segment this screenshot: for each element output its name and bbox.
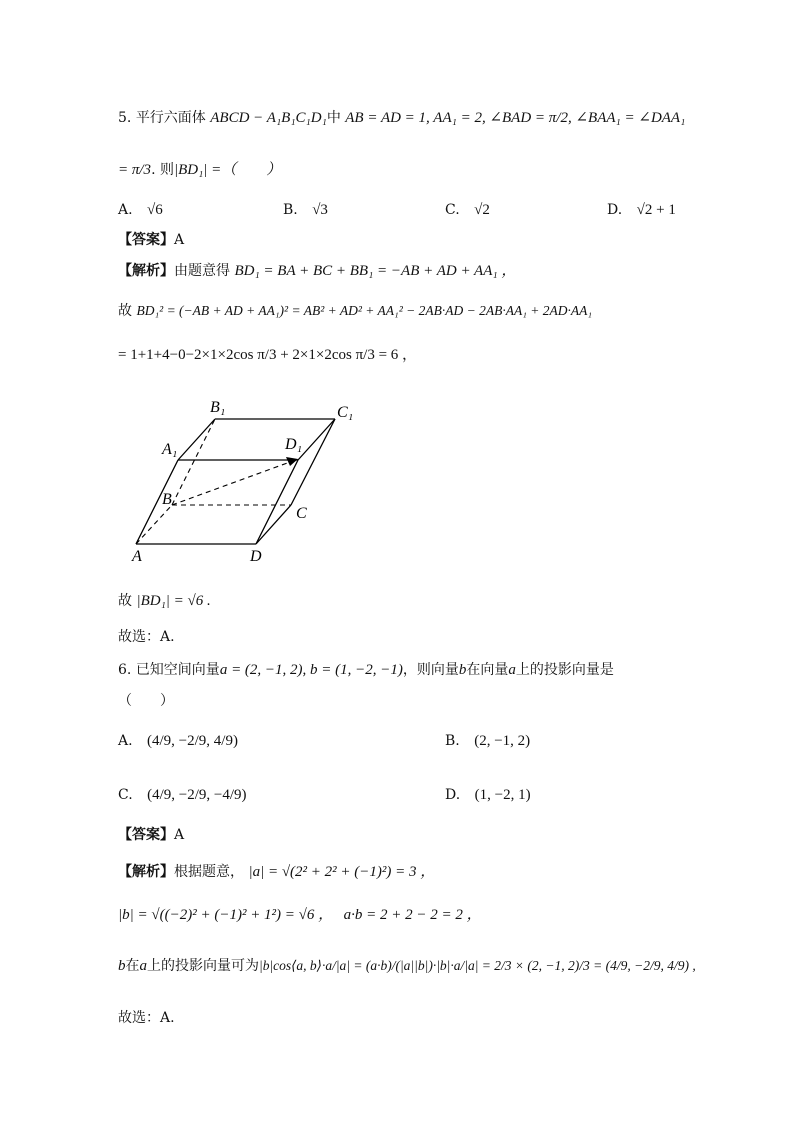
q6-option-b <box>445 731 530 751</box>
label-B1: B₁ <box>210 399 226 416</box>
q6-analysis-line3 <box>118 956 696 976</box>
q5-stem-line1 <box>118 108 685 128</box>
edge-DD1 <box>256 460 298 544</box>
q6-option-b-label: B. <box>445 733 460 749</box>
q6-stem-math: a = (2, −1, 2), b = (1, −2, −1) <box>219 662 403 678</box>
q6-step2-dot: a·b = 2 + 2 − 2 = 2 ， <box>343 907 482 923</box>
label-A1: A₁ <box>162 441 178 458</box>
q5-stem-angle: = π/3 <box>118 162 152 178</box>
q5-analysis-line3 <box>118 345 417 365</box>
q6-stem-text3: 在向量 <box>466 662 509 678</box>
q5-stem-text: 平行六面体 <box>135 110 206 126</box>
q5-stem-conditions: AB = AD = 1, AA₁ = 2, ∠BAD = π/2, ∠BAA₁ = ∠DAA₁ <box>345 110 686 126</box>
q5-analysis-math: BD₁ = BA + BC + BB₁ = −AB + AD + AA₁ ， <box>234 263 517 279</box>
q6-analysis-line1 <box>118 862 435 882</box>
q5-analysis-line1 <box>118 261 516 281</box>
q6-option-c-label: C. <box>118 787 133 803</box>
q6-analysis-text: 根据题意， <box>174 864 244 880</box>
q5-option-d <box>607 200 676 220</box>
q5-stem-question: |BD₁| =（ ） <box>173 162 282 178</box>
q6-answer-value: A <box>174 827 185 843</box>
q6-stem-text4: 上的投影向量是 <box>515 662 614 678</box>
q6-analysis-line2 <box>118 905 482 925</box>
q6-answer-tag: 【答案】 <box>118 827 174 843</box>
q6-step3-var-b: b <box>118 958 126 974</box>
q5-option-a-value: √6 <box>147 202 163 218</box>
q6-option-d-value: (1, −2, 1) <box>474 787 531 803</box>
q5-analysis-tag: 【解析】 <box>118 263 174 279</box>
q6-step3-var-a: a <box>139 958 147 974</box>
q5-conclusion-math: |BD₁| = √6 . <box>136 593 211 609</box>
edge-A1B1 <box>178 419 215 460</box>
q6-option-a <box>118 731 238 751</box>
q5-answer-tag: 【答案】 <box>118 232 174 248</box>
q5-option-b-value: √3 <box>312 202 328 218</box>
q5-step2-text: 故 <box>118 303 132 319</box>
edge-DC <box>256 505 291 544</box>
q6-option-c-value: (4/9, −2/9, −4/9) <box>147 787 247 803</box>
q5-option-c-label: C. <box>445 202 460 218</box>
label-A: A <box>132 548 142 565</box>
q5-option-b <box>283 200 328 220</box>
q5-choose <box>118 627 175 647</box>
q6-stem-text1: 已知空间向量 <box>135 662 220 678</box>
label-C: C <box>296 505 307 522</box>
q6-option-a-label: A. <box>118 733 133 749</box>
q6-option-d <box>445 785 531 805</box>
q6-option-c <box>118 785 247 805</box>
q6-stem-line1 <box>118 660 614 680</box>
q6-stem-text2: ，则向量 <box>402 662 459 678</box>
label-C1: C₁ <box>337 404 354 421</box>
q6-step2-math: |b| = √((−2)² + (−1)² + 1²) = √6 ， <box>118 907 334 923</box>
q5-option-c-value: √2 <box>474 202 490 218</box>
q5-option-d-value: √2 + 1 <box>636 202 676 218</box>
q5-stem-then: . 则 <box>151 162 174 178</box>
q5-conclusion-text: 故 <box>118 593 132 609</box>
q5-analysis-line2 <box>118 301 592 321</box>
label-D: D <box>250 548 262 565</box>
edge-AB-hidden <box>136 505 172 544</box>
q6-choose-text: 故选：A. <box>118 1010 175 1026</box>
q6-step3-math: |b|cos⟨a, b⟩·a/|a| = (a·b)/(|a||b|)·|b|·a/|a| = 2/3 × (2, −1, 2)/3 = (4/9, −2/9, 4/9) , <box>259 958 696 973</box>
q5-option-b-label: B. <box>283 202 298 218</box>
q5-stem-line2 <box>118 160 281 180</box>
q6-choose <box>118 1008 175 1028</box>
q5-step3-math: = 1+1+4−0−2×1×2cos π/3 + 2×1×2cos π/3 = 6 ， <box>118 347 418 363</box>
q5-answer-value: A <box>174 232 185 248</box>
q5-analysis-text: 由题意得 <box>174 263 230 279</box>
q5-answer <box>118 230 184 250</box>
q5-step2-math: BD₁² = (−AB + AD + AA₁)² = AB² + AD² + AA₁² − 2AB·AD − 2AB·AA₁ + 2AD·AA₁ <box>136 303 593 318</box>
q5-option-d-label: D. <box>607 202 623 218</box>
parallelepiped-figure <box>118 392 378 567</box>
q6-stem-line2 <box>118 691 174 711</box>
q6-analysis-math: |a| = √(2² + 2² + (−1)²) = 3 ， <box>248 864 436 880</box>
q5-choose-text: 故选：A. <box>118 629 175 645</box>
q6-stem-var-a: a <box>508 662 516 678</box>
q6-option-b-value: (2, −1, 2) <box>474 733 531 749</box>
q6-answer <box>118 825 184 845</box>
q6-stem-var-b: b <box>458 662 467 678</box>
q6-blank: （ ） <box>118 693 174 709</box>
q6-analysis-tag: 【解析】 <box>118 864 174 880</box>
q5-option-a <box>118 200 163 220</box>
q5-number: 5. <box>118 110 132 126</box>
q6-step3-text2: 上的投影向量可为 <box>147 958 259 974</box>
q6-step3-text1: 在 <box>125 958 140 974</box>
q6-option-a-value: (4/9, −2/9, 4/9) <box>147 733 238 749</box>
q5-option-a-label: A. <box>118 202 133 218</box>
label-B: B <box>162 491 172 508</box>
q6-option-d-label: D. <box>445 787 461 803</box>
q5-stem-math: ABCD − A₁B₁C₁D₁ <box>210 110 327 126</box>
q5-stem-mid: 中 <box>326 110 341 126</box>
label-D1: D₁ <box>285 436 303 453</box>
q6-number: 6. <box>118 662 132 678</box>
q5-conclusion <box>118 591 211 611</box>
q5-option-c <box>445 200 490 220</box>
